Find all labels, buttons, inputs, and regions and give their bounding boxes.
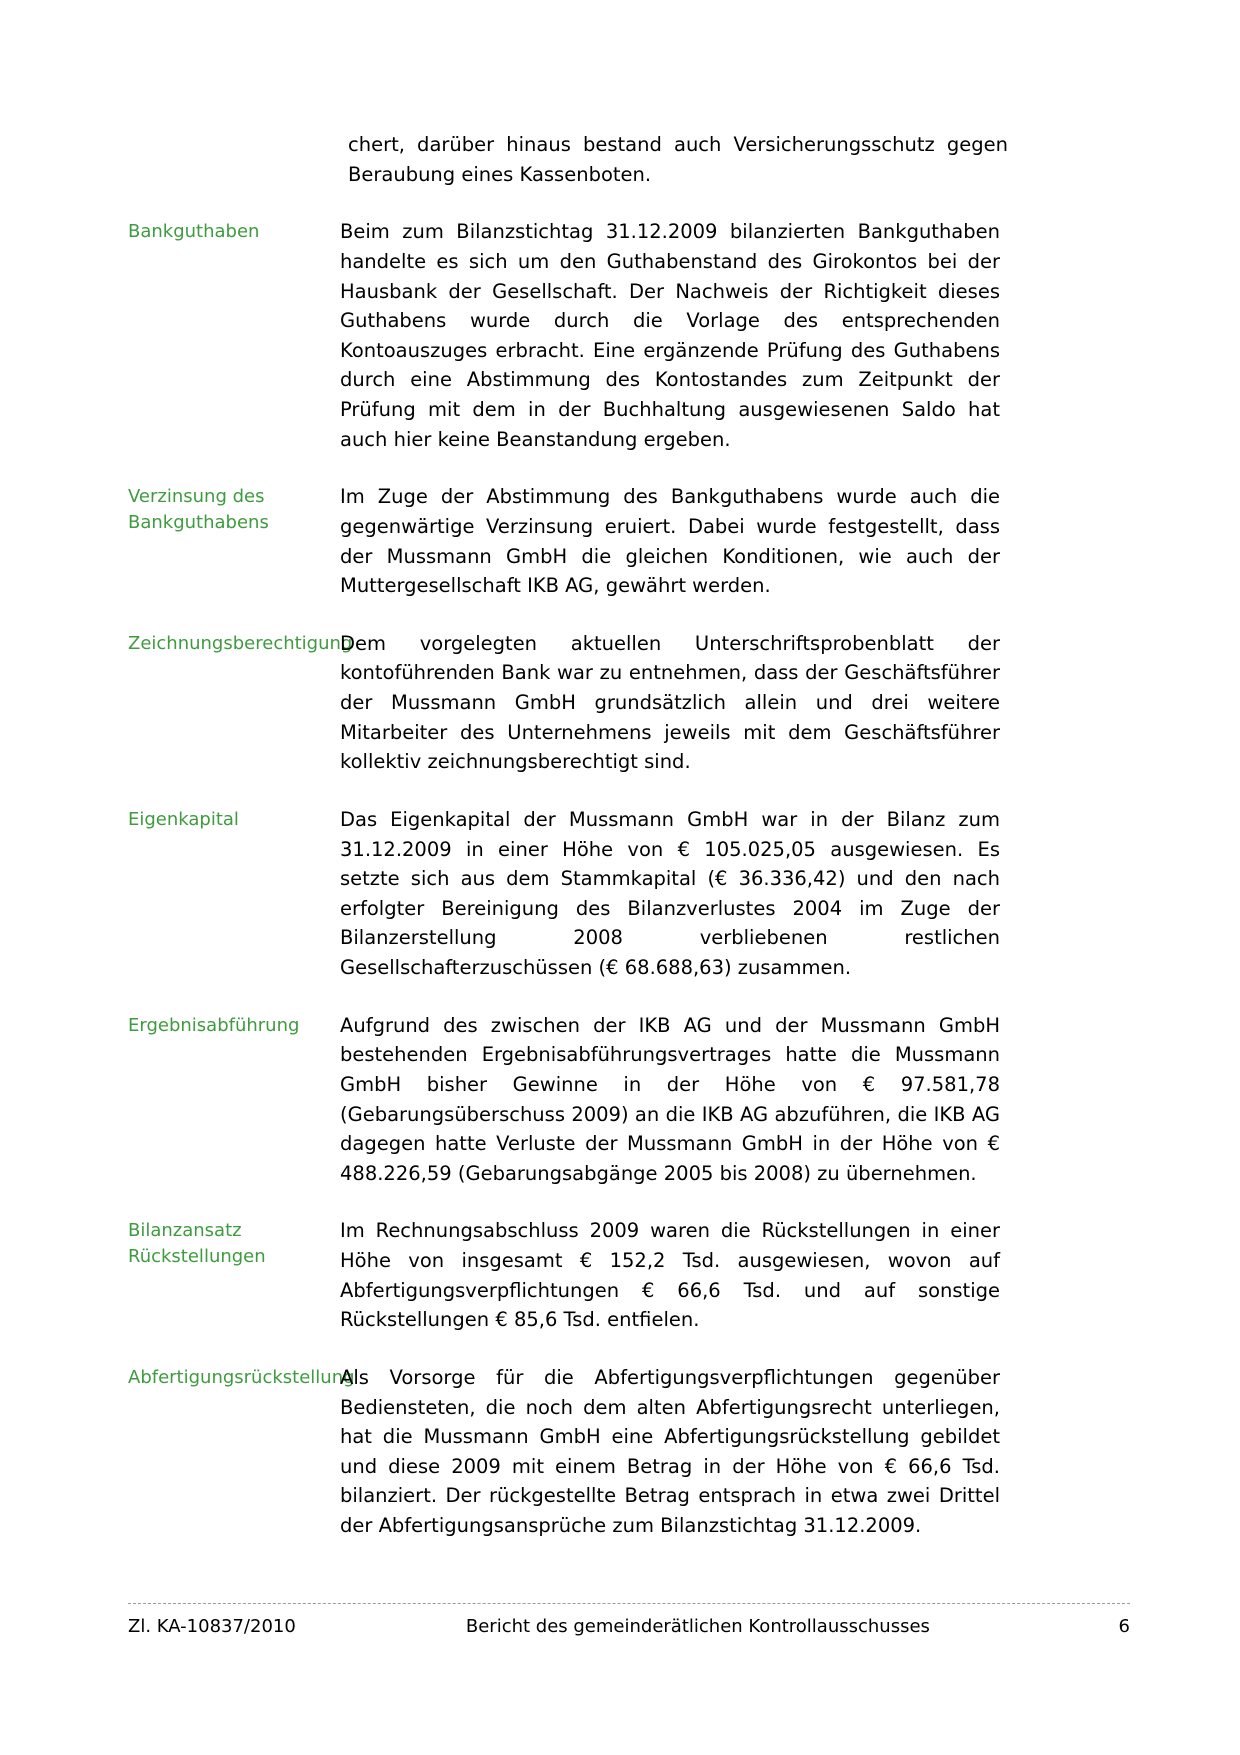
footer-divider [128,1603,1130,1604]
page-footer [128,1603,1130,1637]
section-body: Im Zuge der Abstimmung des Bankguthabens wurde auch die gegenwärtige Verzinsung eruiert. Dabei wurde festgestellt, dass der Mussmann GmbH die gleichen Konditionen, wie auch der Muttergesellschaft IKB AG, gewährt werden. [340,485,1000,598]
section-label: Verzinsung des Bankguthabens [128,486,269,534]
footer-reference: Zl. KA-10837/2010 [128,1616,296,1637]
section-body: Im Rechnungsabschluss 2009 waren die Rückstellungen in einer Höhe von insgesamt € 152,2 Tsd. ausgewiesen, wovon auf Abfertigungsverpflichtungen € 66,6 Tsd. und auf sonstige Rückstellungen € 85,6 Tsd. entfielen. [340,1219,1000,1332]
section-body: Dem vorgelegten aktuellen Unterschriftsprobenblatt der kontoführenden Bank war zu entnehmen, dass der Geschäftsführer der Mussmann GmbH grundsätzlich allein und drei weitere Mitarbeiter des Unternehmens jeweils mit dem Geschäftsführer kollektiv zeichnungsberechtigt sind. [340,631,1000,774]
section-label: Abfertigungsrückstellung [128,1366,355,1388]
section-zeichnungsberechtigung [128,629,1130,777]
section-label: Bilanzansatz Rückstellungen [128,1220,266,1268]
section-body: Das Eigenkapital der Mussmann GmbH war in der Bilanz zum 31.12.2009 in einer Höhe von € 105.025,05 ausgewiesen. Es setzte sich aus dem Stammkapital (€ 36.336,42) und den nach erfolgter Bereinigung des Bilanzverlustes 2004 im Zuge der Bilanzerstellung 2008 verbliebenen restlichen Gesellschafterzuschüssen (€ 68.688,63) zusammen. [340,807,1000,979]
footer-page-number: 6 [1118,1616,1130,1637]
section-label: Eigenkapital [128,808,239,830]
section-verzinsung-des-bankguthabens [128,482,1130,601]
section-abfertigungsrueckstellung [128,1363,1130,1541]
section-body: Beim zum Bilanzstichtag 31.12.2009 bilanzierten Bankguthaben handelte es sich um den Guthabenstand des Girokontos bei der Hausbank der Gesellschaft. Der Nachweis der Richtigkeit dieses Guthabens wurde durch die Vorlage des entsprechenden Kontoauszuges erbracht. Eine ergänzende Prüfung des Guthabens durch eine Abstimmung des Kontostandes zum Zeitpunkt der Prüfung mit dem in der Buchhaltung ausgewiesenen Saldo hat auch hier keine Beanstandung ergeben. [340,220,1000,451]
section-body: Als Vorsorge für die Abfertigungsverpflichtungen gegenüber Bediensteten, die noch dem alten Abfertigungsrecht unterliegen, hat die Mussmann GmbH eine Abfertigungsrückstellung gebildet und diese 2009 mit einem Betrag in der Höhe von € 66,6 Tsd. bilanziert. Der rückgestellte Betrag entsprach in etwa zwei Drittel der Abfertigungsansprüche zum Bilanzstichtag 31.12.2009. [340,1365,1000,1537]
section-eigenkapital [128,805,1130,983]
section-label: Bankguthaben [128,221,260,243]
footer-title: Bericht des gemeinderätlichen Kontrollausschusses [465,1616,930,1637]
intro-paragraph: chert, darüber hinaus bestand auch Versicherungsschutz gegen Beraubung eines Kassenboten. [348,133,1008,186]
section-bankguthaben [128,217,1130,454]
section-label: Ergebnisabführung [128,1014,300,1036]
section-bilanzansatz-rueckstellungen [128,1216,1130,1335]
section-ergebnisabfuehrung [128,1011,1130,1189]
section-body: Aufgrund des zwischen der IKB AG und der Mussmann GmbH bestehenden Ergebnisabführungsvertrages hatte die Mussmann GmbH bisher Gewinne in der Höhe von € 97.581,78 (Gebarungsüberschuss 2009) an die IKB AG abzuführen, die IKB AG dagegen hatte Verluste der Mussmann GmbH in der Höhe von € 488.226,59 (Gebarungsabgänge 2005 bis 2008) zu übernehmen. [340,1013,1000,1185]
section-label: Zeichnungsberechtigung [128,632,353,654]
